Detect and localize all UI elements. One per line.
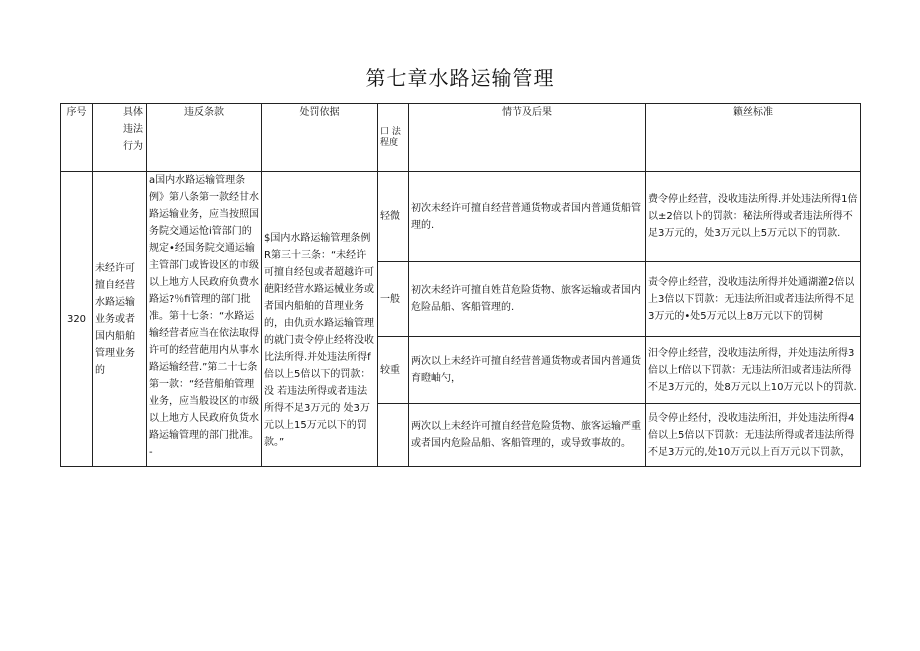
cell-article: a国内水路运输管理条例》第八条第一款经甘水路运输业务，应当按照国务院交通运怆i管部门的规定•经国务院交通运输主管部门或皆设区的市级以上地方人民政府负费水路运?％fi管理的部门批准。第十七条：“水路运输经营者应当在依法取得许可的经营葩用内从事水路运输经营.”第二十七条第一款：“经营船舶管理业务，应当般设区的市级以上地方人民政府负货水路运输管理的部门批准。- [147, 172, 262, 467]
cell-behavior: 未经许可擅自经营水路运输业务或者国内船舶管理业务的 [93, 172, 147, 467]
header-situation: 情节及后果 [409, 104, 646, 172]
cell-situation: 两次以上未经许可擅自经营危险货物、旅客运输严重或者国内危险品船、客船管理的，或导致事故的。 [409, 404, 646, 467]
cell-degree [378, 404, 409, 467]
header-standard: 籁丝标准 [646, 104, 861, 172]
cell-degree: 一般 [378, 262, 409, 337]
header-seq: 序号 [61, 104, 93, 172]
cell-seq: 320 [61, 172, 93, 467]
header-behavior: 具体违法行为 [93, 104, 147, 172]
cell-situation: 两次以上未经许可擅自经营普通货物或者国内普通货育瞪岫勺， [409, 337, 646, 404]
cell-standard: 责令停止经营，没收违法所得并处通湖灌2倍以上3倍以下罚款：无违法所汨或者违法所得不足3万元的•处5万元以上8万元以下的罚树 [646, 262, 861, 337]
cell-standard: 费令停止经营，没收违法所得.并处违法所得1倍以±2倍以卜的罚款：秘法所得或者违法所得不足3万元的，处3万元以上5万元以下的罚款. [646, 172, 861, 262]
header-article: 违反条款 [147, 104, 262, 172]
page-title: 第七章水路运输管理 [365, 66, 555, 90]
cell-standard: 员令停止经付，没收违法所汨，并处违法所得4倍以上5倍以下罚款：无违法所得或者违法所得不足3万元的,处10万元以上百万元以下罚款， [646, 404, 861, 467]
cell-standard: 汨令停止经营，没收违法所得，并处违法所得3倍以上f倍以下罚款：无违法所汨或者违法所得不足3万元的，处8万元以上10万元以卜的罚款. [646, 337, 861, 404]
header-degree: 口 法程度 [378, 104, 409, 172]
cell-situation: 初次未经许可擅自经营普通货物或者国内普通货船管理的. [409, 172, 646, 262]
cell-situation: 初次未经许可擅自姓苜危险货物、旅客运输或者国内危险品船、客船管理的. [409, 262, 646, 337]
cell-basis: $国内水路运输管理条例R第三十三条：“未经许可擅自经包或者超越许可葩阳经营水路运械业务或者国内船舶的苜理业务的，由仇贡水路运输管理的就门责令停止经将没收比法所得.并处违法所得f倍以上5倍以下的罚款：没 若违法所得或者违法所得不足3万元的 处3万元以上15万元以下的罚款。” [262, 172, 378, 467]
cell-degree: 轻微 [378, 172, 409, 262]
penalty-table [60, 103, 861, 467]
cell-degree: 较重 [378, 337, 409, 404]
header-basis: 处罚依据 [262, 104, 378, 172]
header-row [61, 104, 861, 172]
table-row [61, 172, 861, 262]
